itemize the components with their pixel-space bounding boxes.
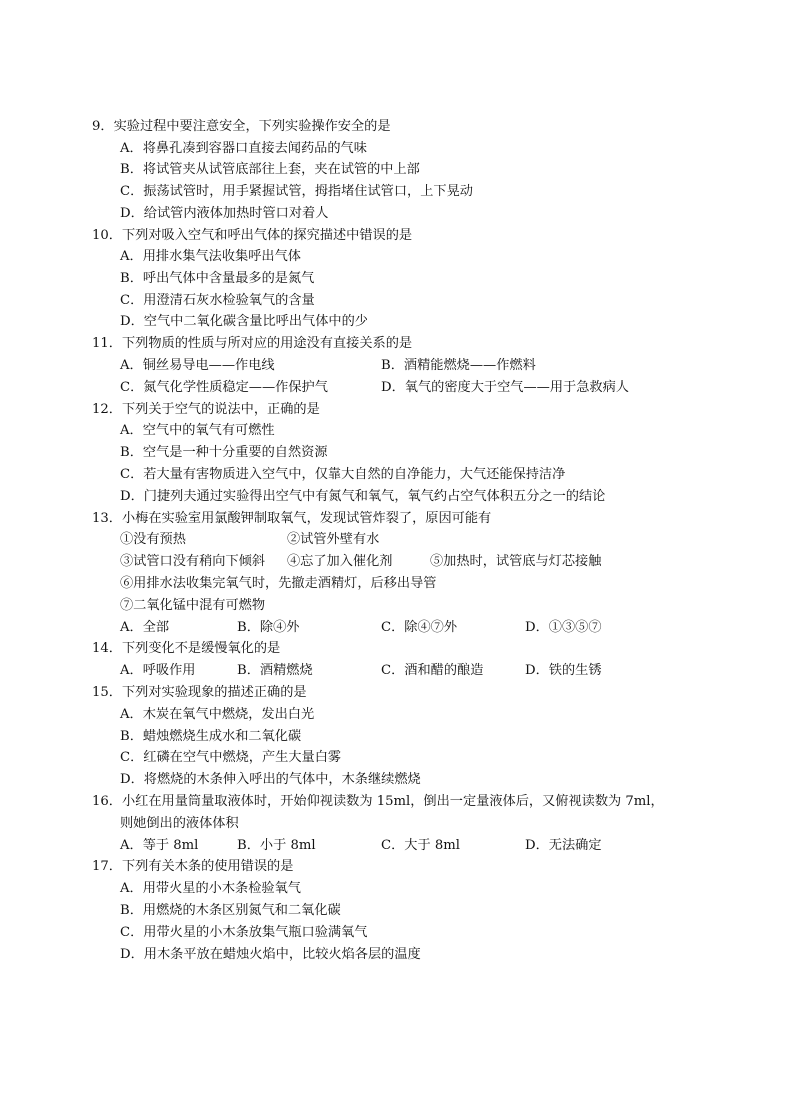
question-13-option-d: D．①③⑤⑦ <box>525 620 602 635</box>
question-9-option-a: A．将鼻孔凑到容器口直接去闻药品的气味 <box>120 141 367 156</box>
question-13-item-3: ③试管口没有稍向下倾斜 <box>120 554 266 569</box>
question-17-option-a: A．用带火星的小木条检验氧气 <box>120 881 301 896</box>
question-14-option-a: A．呼吸作用 <box>120 663 196 678</box>
question-15-option-b: B．蜡烛燃烧生成水和二氧化碳 <box>120 729 302 744</box>
question-16-stem: 16．小红在用量筒量取液体时，开始仰视读数为 15ml，倒出一定量液体后，又俯视读数为 7ml， <box>92 794 664 809</box>
question-13-option-a: A．全部 <box>120 620 170 635</box>
question-12-stem: 12．下列关于空气的说法中，正确的是 <box>92 402 320 417</box>
question-14-stem: 14．下列变化不是缓慢氧化的是 <box>92 641 281 656</box>
question-10-option-c: C．用澄清石灰水检验氧气的含量 <box>120 293 315 308</box>
question-17-option-b: B．用燃烧的木条区别氮气和二氧化碳 <box>120 903 341 918</box>
question-15-stem: 15．下列对实验现象的描述正确的是 <box>92 685 307 700</box>
question-11-option-c: C．氮气化学性质稳定——作保护气 <box>120 380 328 395</box>
question-11-stem: 11．下列物质的性质与所对应的用途没有直接关系的是 <box>92 336 413 351</box>
question-9-stem: 9．实验过程中要注意安全，下列实验操作安全的是 <box>92 119 391 134</box>
question-17-option-d: D．用木条平放在蜡烛火焰中，比较火焰各层的温度 <box>120 947 421 962</box>
question-13-item-2: ②试管外壁有水 <box>287 532 380 547</box>
question-11-option-d: D．氧气的密度大于空气——用于急救病人 <box>381 380 629 395</box>
question-12-option-b: B．空气是一种十分重要的自然资源 <box>120 445 328 460</box>
question-12-option-d: D．门捷列夫通过实验得出空气中有氮气和氧气，氧气约占空气体积五分之一的结论 <box>120 489 606 504</box>
question-12-option-a: A．空气中的氧气有可燃性 <box>120 423 275 438</box>
question-16-stem-continued: 则她倒出的液体体积 <box>120 816 239 831</box>
question-11-option-a: A．铜丝易导电——作电线 <box>120 358 275 373</box>
question-14-option-d: D．铁的生锈 <box>525 663 602 678</box>
question-11-option-b: B．酒精能燃烧——作燃料 <box>381 358 536 373</box>
question-10-option-d: D．空气中二氧化碳含量比呼出气体中的少 <box>120 314 368 329</box>
question-16-option-d: D．无法确定 <box>525 838 602 853</box>
question-14-option-c: C．酒和醋的酿造 <box>381 663 484 678</box>
question-16-option-c: C．大于 8ml <box>381 838 460 853</box>
question-9-option-b: B．将试管夹从试管底部往上套，夹在试管的中上部 <box>120 162 420 177</box>
question-15-option-c: C．红磷在空气中燃烧，产生大量白雾 <box>120 750 342 765</box>
question-9-option-d: D．给试管内液体加热时管口对着人 <box>120 206 329 221</box>
question-13-item-5: ⑤加热时，试管底与灯芯接触 <box>430 554 602 569</box>
question-13-item-1: ①没有预热 <box>120 532 186 547</box>
question-15-option-a: A．木炭在氧气中燃烧，发出白光 <box>120 707 315 722</box>
question-10-option-a: A．用排水集气法收集呼出气体 <box>120 249 301 264</box>
question-16-option-b: B．小于 8ml <box>237 838 316 853</box>
question-13-option-b: B．除④外 <box>237 620 300 635</box>
question-15-option-d: D．将燃烧的木条伸入呼出的气体中，木条继续燃烧 <box>120 772 421 787</box>
question-14-option-b: B．酒精燃烧 <box>237 663 313 678</box>
question-10-option-b: B．呼出气体中含量最多的是氮气 <box>120 271 315 286</box>
question-17-option-c: C．用带火星的小木条放集气瓶口验满氧气 <box>120 925 368 940</box>
question-12-option-c: C．若大量有害物质进入空气中，仅靠大自然的自净能力，大气还能保持洁净 <box>120 467 566 482</box>
question-9-option-c: C．振荡试管时，用手紧握试管，拇指堵住试管口，上下晃动 <box>120 184 473 199</box>
question-13-item-6: ⑥用排水法收集完氧气时，先撤走酒精灯，后移出导管 <box>120 576 437 591</box>
question-13-option-c: C．除④⑦外 <box>381 620 458 635</box>
question-13-item-4: ④忘了加入催化剂 <box>287 554 393 569</box>
question-16-option-a: A．等于 8ml <box>120 838 199 853</box>
question-13-item-7: ⑦二氧化锰中混有可燃物 <box>120 598 266 613</box>
question-10-stem: 10．下列对吸入空气和呼出气体的探究描述中错误的是 <box>92 228 413 243</box>
question-17-stem: 17．下列有关木条的使用错误的是 <box>92 859 294 874</box>
question-13-stem: 13．小梅在实验室用氯酸钾制取氧气，发现试管炸裂了，原因可能有 <box>92 511 492 526</box>
